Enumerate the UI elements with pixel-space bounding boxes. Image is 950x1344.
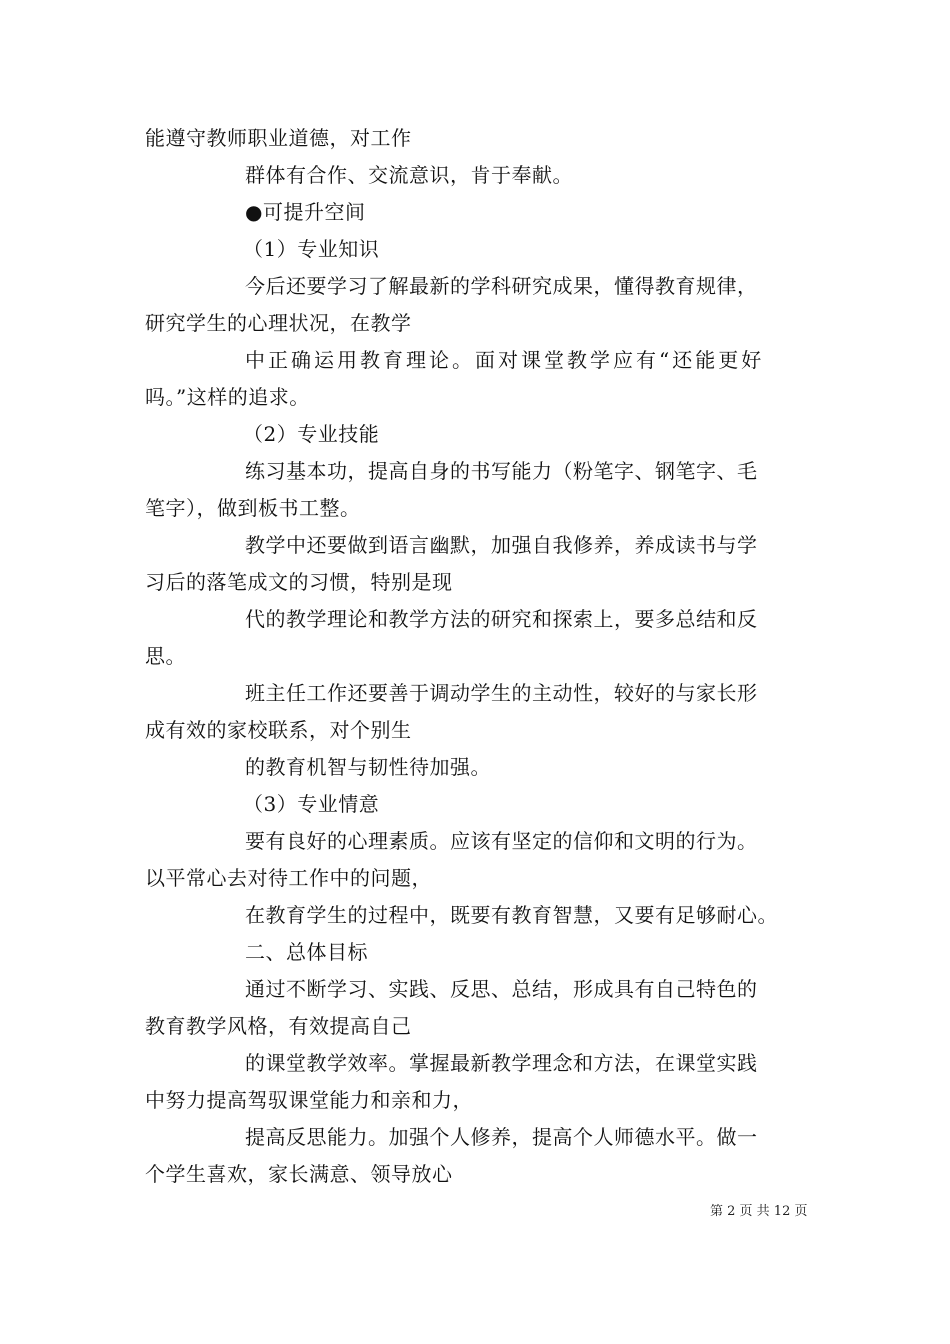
- text-line: 群体有合作、交流意识，肯于奉献。: [245, 163, 573, 187]
- section-heading-bullet: ●可提升空间: [245, 200, 366, 224]
- subsection-heading: （3）专业情意: [243, 792, 380, 816]
- text-line: 吗。”这样的追求。: [145, 385, 310, 409]
- text-line: 班主任工作还要善于调动学生的主动性，较好的与家长形: [245, 681, 758, 705]
- text-line: 教育教学风格，有效提高自己: [145, 1014, 412, 1038]
- text-line: 教学中还要做到语言幽默，加强自我修养，养成读书与学: [245, 533, 758, 557]
- text-line: 代的教学理论和教学方法的研究和探索上，要多总结和反: [245, 607, 758, 631]
- text-line: 的教育机智与韧性待加强。: [245, 755, 491, 779]
- text-line: 习后的落笔成文的习惯，特别是现: [145, 570, 453, 594]
- text-line: 研究学生的心理状况，在教学: [145, 311, 412, 335]
- text-line: 通过不断学习、实践、反思、总结，形成具有自己特色的: [245, 977, 758, 1001]
- text-line: 能遵守教师职业道德，对工作: [145, 126, 412, 150]
- text-line: 以平常心去对待工作中的问题，: [145, 866, 432, 890]
- section-heading: 二、总体目标: [245, 940, 368, 964]
- text-line: 思。: [145, 644, 186, 668]
- subsection-heading: （1）专业知识: [243, 237, 380, 261]
- page-number-footer: 第 2 页 共 12 页: [710, 1204, 808, 1219]
- text-line: 要有良好的心理素质。应该有坚定的信仰和文明的行为。: [245, 829, 758, 853]
- text-line: 今后还要学习了解最新的学科研究成果，懂得教育规律，: [245, 274, 758, 298]
- text-line: 中正确运用教育理论。面对课堂教学应有“还能更好: [245, 348, 765, 372]
- text-line: 中努力提高驾驭课堂能力和亲和力，: [145, 1088, 473, 1112]
- text-line: 个学生喜欢，家长满意、领导放心: [145, 1162, 453, 1186]
- subsection-heading: （2）专业技能: [243, 422, 380, 446]
- text-line: 在教育学生的过程中，既要有教育智慧，又要有足够耐心。: [245, 903, 778, 927]
- text-line: 笔字），做到板书工整。: [145, 496, 361, 520]
- text-line: 的课堂教学效率。掌握最新教学理念和方法，在课堂实践: [245, 1051, 758, 1075]
- text-line: 提高反思能力。加强个人修养，提高个人师德水平。做一: [245, 1125, 758, 1149]
- text-line: 成有效的家校联系，对个别生: [145, 718, 412, 742]
- text-line: 练习基本功，提高自身的书写能力（粉笔字、钢笔字、毛: [245, 459, 758, 483]
